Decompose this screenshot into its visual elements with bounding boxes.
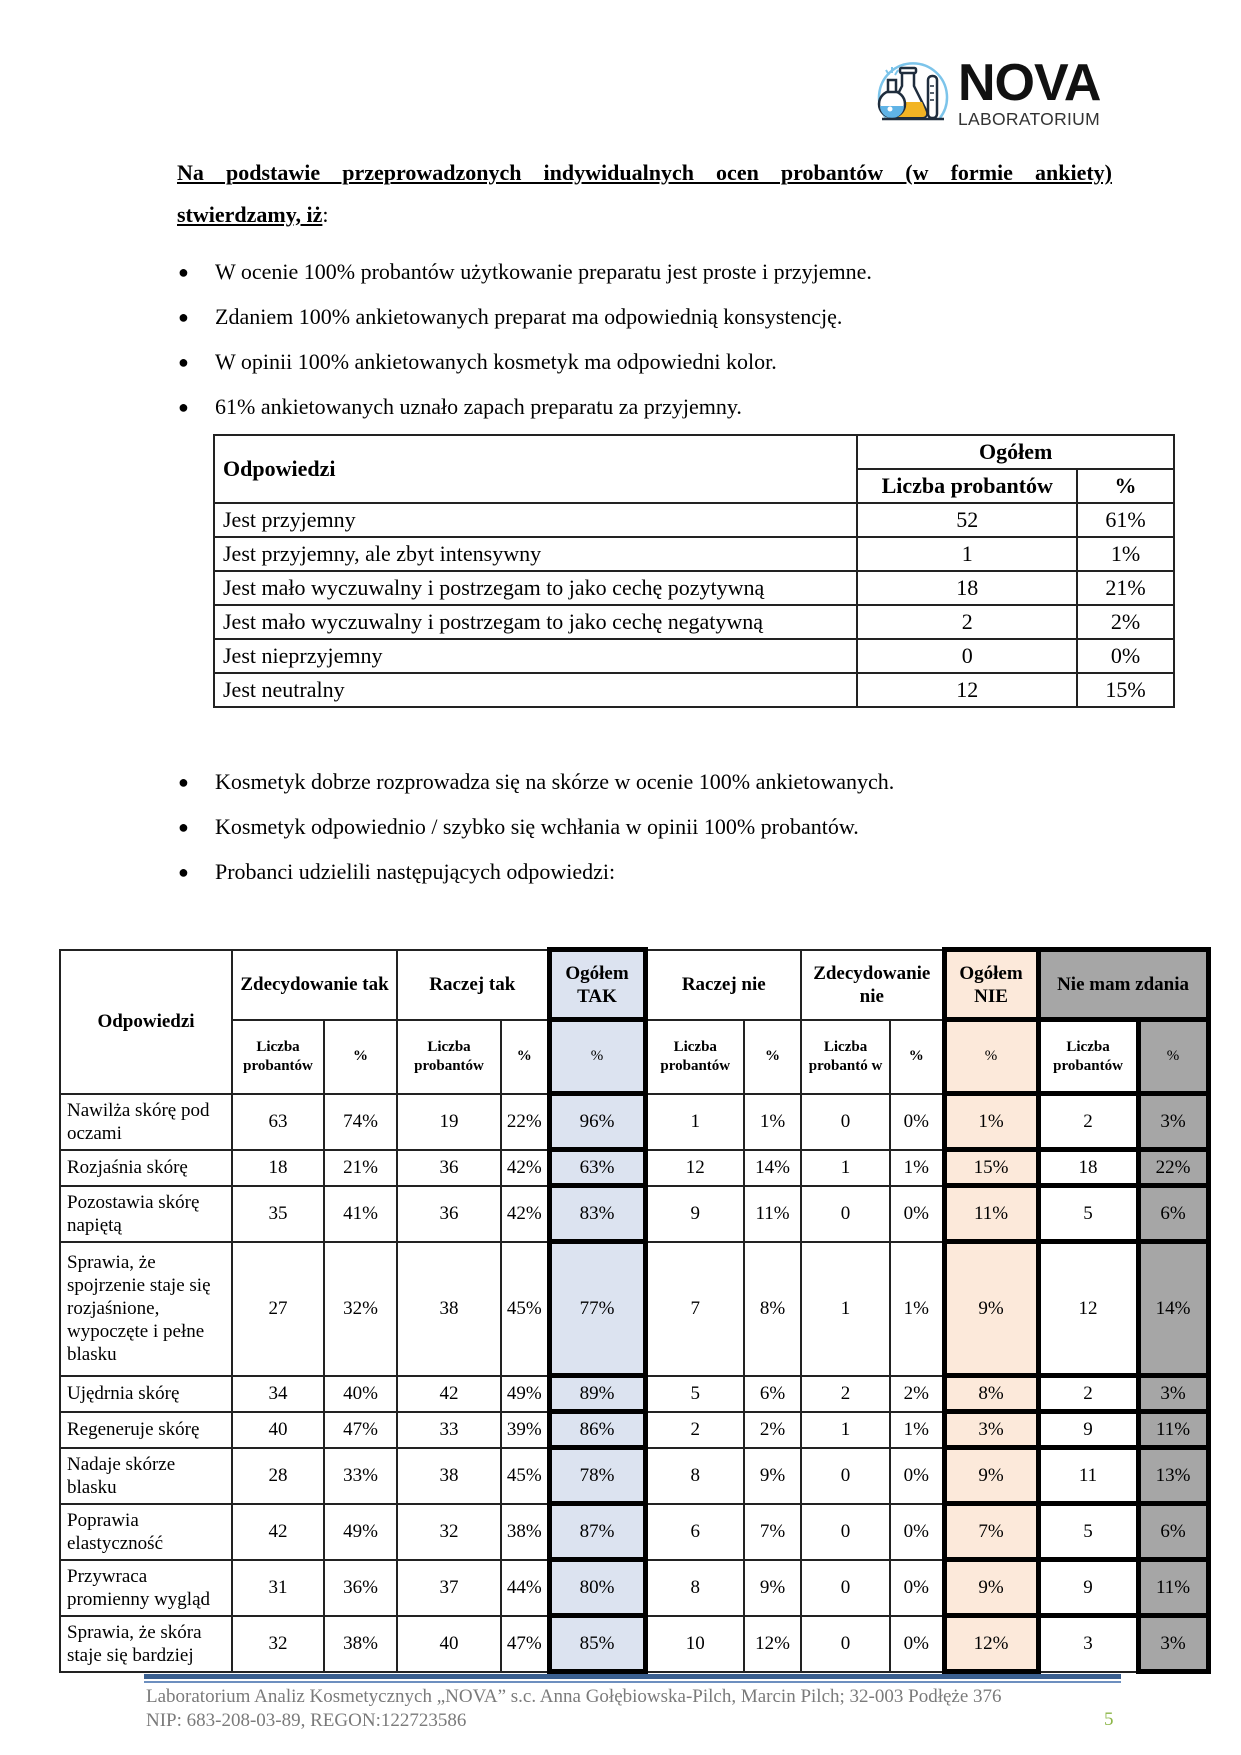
row-pct: 1% [1077,537,1174,571]
cell-ry-p: 44% [501,1560,549,1616]
cell-no-p: 3% [1138,1616,1208,1672]
cell-no-p: 11% [1138,1412,1208,1448]
header-definitely-yes: Zdecydowanie tak [232,950,397,1020]
header-total-yes: Ogółem TAK [549,950,645,1020]
cell-dy-p: 32% [324,1242,397,1376]
cell-no-n: 9 [1038,1412,1138,1448]
table-row [60,1150,1208,1186]
lab-flasks-icon [872,52,954,134]
subheader-pct: % [501,1020,549,1094]
cell-dy-p: 47% [324,1412,397,1448]
cell-ty: 85% [549,1616,645,1672]
cell-rn-p: 8% [744,1242,801,1376]
cell-ty: 77% [549,1242,645,1376]
cell-dy-n: 27 [232,1242,324,1376]
table-row [60,1448,1208,1504]
bullet-text: W opinii 100% ankietowanych kosmetyk ma odpowiedni kolor. [215,349,777,374]
cell-dn-n: 1 [801,1150,890,1186]
cell-no-n: 9 [1038,1560,1138,1616]
cell-ry-p: 38% [501,1504,549,1560]
cell-no-p: 13% [1138,1448,1208,1504]
list-item [177,858,894,903]
cell-tn: 11% [944,1186,1038,1242]
list-item [177,768,894,813]
cell-dy-n: 42 [232,1504,324,1560]
cell-no-p: 6% [1138,1504,1208,1560]
footer-divider [144,1674,1121,1679]
cell-no-n: 18 [1038,1150,1138,1186]
cell-ry-n: 36 [397,1186,501,1242]
cell-dy-n: 18 [232,1150,324,1186]
row-label: Jest neutralny [214,673,857,707]
row-label: Nawilża skórę pod oczami [60,1094,232,1150]
cell-dy-p: 36% [324,1560,397,1616]
cell-tn: 12% [944,1616,1038,1672]
cell-rn-p: 11% [744,1186,801,1242]
cell-dn-p: 1% [890,1150,944,1186]
subheader-count: Liczba probantów [645,1020,744,1094]
cell-dy-p: 40% [324,1376,397,1412]
cell-rn-n: 5 [645,1376,744,1412]
cell-tn: 3% [944,1412,1038,1448]
cell-ry-n: 38 [397,1242,501,1376]
table-row [214,605,1174,639]
survey-results-table [59,947,1211,1674]
table-row [60,1186,1208,1242]
cell-dn-p: 0% [890,1560,944,1616]
cell-ry-n: 32 [397,1504,501,1560]
bullet-list-bottom [177,768,894,903]
header-answers: Odpowiedzi [214,435,857,503]
cell-dn-n: 1 [801,1412,890,1448]
cell-ty: 96% [549,1094,645,1150]
row-pct: 61% [1077,503,1174,537]
cell-rn-p: 14% [744,1150,801,1186]
bullet-icon: ● [178,352,189,372]
cell-dy-n: 28 [232,1448,324,1504]
cell-ry-n: 36 [397,1150,501,1186]
row-count: 12 [857,673,1077,707]
header-count: Liczba probantów [857,469,1077,503]
row-label: Sprawia, że skóra staje się bardziej [60,1616,232,1672]
cell-ty: 80% [549,1560,645,1616]
cell-ty: 87% [549,1504,645,1560]
footer [146,1685,1002,1733]
cell-dn-p: 0% [890,1186,944,1242]
row-label: Jest nieprzyjemny [214,639,857,673]
footer-ids: NIP: 683-208-03-89, REGON:122723586 [146,1710,467,1731]
subheader-pct: % [549,1020,645,1094]
cell-tn: 9% [944,1560,1038,1616]
bullet-text: Kosmetyk dobrze rozprowadza się na skórze w ocenie 100% ankietowanych. [215,769,895,794]
row-label: Sprawia, że spojrzenie staje się rozjaśnione, wypoczęte i pełne blasku [60,1242,232,1376]
cell-rn-n: 12 [645,1150,744,1186]
cell-no-p: 3% [1138,1376,1208,1412]
cell-dy-n: 32 [232,1616,324,1672]
cell-rn-p: 1% [744,1094,801,1150]
table-row [60,1616,1208,1672]
footer-address: Laboratorium Analiz Kosmetycznych „NOVA” s.c. Anna Gołębiowska-Pilch, Marcin Pilch; 32-003 Podłęże 376 [146,1686,1002,1707]
subheader-count: Liczba probantów [397,1020,501,1094]
cell-dn-p: 1% [890,1242,944,1376]
header-definitely-no: Zdecydowanie nie [801,950,944,1020]
subheader-pct: % [944,1020,1038,1094]
row-label: Ujędrnia skórę [60,1376,232,1412]
bullet-icon: ● [178,397,189,417]
bullet-icon: ● [178,772,189,792]
cell-ry-n: 19 [397,1094,501,1150]
cell-rn-p: 7% [744,1504,801,1560]
table-row [60,1376,1208,1412]
table-row [60,1504,1208,1560]
subheader-pct: % [744,1020,801,1094]
cell-dy-p: 33% [324,1448,397,1504]
cell-dn-p: 2% [890,1376,944,1412]
cell-dn-n: 2 [801,1376,890,1412]
row-pct: 15% [1077,673,1174,707]
cell-ry-n: 38 [397,1448,501,1504]
row-label: Regeneruje skórę [60,1412,232,1448]
cell-dn-n: 0 [801,1186,890,1242]
cell-ry-p: 39% [501,1412,549,1448]
table-row [60,1242,1208,1376]
bullet-icon: ● [178,817,189,837]
cell-ry-n: 40 [397,1616,501,1672]
cell-dn-n: 0 [801,1448,890,1504]
cell-ry-p: 42% [501,1186,549,1242]
row-label: Jest przyjemny [214,503,857,537]
cell-ry-n: 37 [397,1560,501,1616]
cell-ry-p: 45% [501,1242,549,1376]
cell-dy-p: 21% [324,1150,397,1186]
row-count: 1 [857,537,1077,571]
table-row [60,1560,1208,1616]
intro-heading [177,153,1112,193]
cell-dn-p: 0% [890,1094,944,1150]
table-row [214,537,1174,571]
row-label: Nadaje skórze blasku [60,1448,232,1504]
list-item [177,813,894,858]
cell-ty: 83% [549,1186,645,1242]
cell-rn-p: 6% [744,1376,801,1412]
cell-dy-n: 63 [232,1094,324,1150]
cell-dy-n: 35 [232,1186,324,1242]
cell-rn-n: 7 [645,1242,744,1376]
intro-line2: stwierdzamy, iż [177,202,323,227]
row-count: 18 [857,571,1077,605]
cell-no-n: 2 [1038,1376,1138,1412]
logo-title: NOVA [958,54,1101,113]
cell-rn-n: 8 [645,1448,744,1504]
row-label: Rozjaśnia skórę [60,1150,232,1186]
cell-dy-p: 41% [324,1186,397,1242]
cell-rn-n: 6 [645,1504,744,1560]
header-total: Ogółem [857,435,1174,469]
cell-dy-p: 74% [324,1094,397,1150]
cell-ty: 63% [549,1150,645,1186]
list-item [177,258,872,303]
cell-ry-n: 42 [397,1376,501,1412]
cell-rn-p: 9% [744,1448,801,1504]
cell-no-n: 5 [1038,1504,1138,1560]
cell-rn-n: 10 [645,1616,744,1672]
cell-dn-p: 1% [890,1412,944,1448]
survey-table-body [60,1094,1208,1672]
cell-ty: 78% [549,1448,645,1504]
cell-no-n: 2 [1038,1094,1138,1150]
cell-no-p: 14% [1138,1242,1208,1376]
cell-no-n: 3 [1038,1616,1138,1672]
list-item [177,348,872,393]
header-total-no: Ogółem NIE [944,950,1038,1020]
bullet-text: 61% ankietowanych uznało zapach preparatu za przyjemny. [215,394,742,419]
cell-dn-p: 0% [890,1504,944,1560]
cell-ry-p: 22% [501,1094,549,1150]
scent-table [213,434,1175,708]
row-label: Jest przyjemny, ale zbyt intensywny [214,537,857,571]
cell-no-n: 12 [1038,1242,1138,1376]
cell-dy-p: 49% [324,1504,397,1560]
header-pct: % [1077,469,1174,503]
cell-dy-p: 38% [324,1616,397,1672]
cell-no-p: 3% [1138,1094,1208,1150]
cell-ry-p: 45% [501,1448,549,1504]
list-item [177,393,872,438]
cell-dn-n: 0 [801,1504,890,1560]
footer-divider-thin [144,1681,1121,1683]
cell-dn-n: 1 [801,1242,890,1376]
list-item [177,303,872,348]
bullet-text: Probanci udzielili następujących odpowiedzi: [215,859,616,884]
cell-rn-n: 9 [645,1186,744,1242]
subheader-count: Liczba probantów [232,1020,324,1094]
table-row [60,1412,1208,1448]
cell-rn-n: 2 [645,1412,744,1448]
cell-ty: 89% [549,1376,645,1412]
bullet-list-top [177,258,872,438]
header-no-opinion: Nie mam zdania [1038,950,1208,1020]
cell-no-p: 6% [1138,1186,1208,1242]
cell-tn: 1% [944,1094,1038,1150]
cell-tn: 15% [944,1150,1038,1186]
cell-dn-n: 0 [801,1094,890,1150]
row-pct: 0% [1077,639,1174,673]
subheader-pct: % [324,1020,397,1094]
bullet-icon: ● [178,262,189,282]
bullet-text: Zdaniem 100% ankietowanych preparat ma odpowiednią konsystencję. [215,304,843,329]
logo-subtitle: LABORATORIUM [958,109,1101,130]
cell-ry-p: 49% [501,1376,549,1412]
header-rather-yes: Raczej tak [397,950,549,1020]
cell-dn-n: 0 [801,1616,890,1672]
intro-line1: Na podstawie przeprowadzonych indywidualnych ocen probantów (w formie ankiety) [177,160,1112,185]
subheader-count: Liczba probantó w [801,1020,890,1094]
header-rather-no: Raczej nie [645,950,801,1020]
table-row [214,639,1174,673]
cell-ry-p: 47% [501,1616,549,1672]
cell-rn-n: 8 [645,1560,744,1616]
bullet-text: Kosmetyk odpowiednio / szybko się wchłania w opinii 100% probantów. [215,814,859,839]
row-count: 52 [857,503,1077,537]
row-label: Poprawia elastyczność [60,1504,232,1560]
row-label: Pozostawia skórę napiętą [60,1186,232,1242]
cell-rn-p: 9% [744,1560,801,1616]
cell-dn-p: 0% [890,1616,944,1672]
row-label: Jest mało wyczuwalny i postrzegam to jako cechę negatywną [214,605,857,639]
table-row [214,571,1174,605]
cell-dy-n: 34 [232,1376,324,1412]
row-label: Jest mało wyczuwalny i postrzegam to jako cechę pozytywną [214,571,857,605]
nova-logo [872,52,1112,134]
cell-rn-n: 1 [645,1094,744,1150]
row-pct: 2% [1077,605,1174,639]
cell-rn-p: 2% [744,1412,801,1448]
cell-dn-p: 0% [890,1448,944,1504]
cell-rn-p: 12% [744,1616,801,1672]
row-pct: 21% [1077,571,1174,605]
subheader-pct: % [890,1020,944,1094]
table-row [60,1094,1208,1150]
cell-tn: 9% [944,1242,1038,1376]
cell-ry-n: 33 [397,1412,501,1448]
bullet-icon: ● [178,307,189,327]
row-count: 2 [857,605,1077,639]
intro-line2-suffix: : [322,202,329,227]
cell-dn-n: 0 [801,1560,890,1616]
subheader-pct: % [1138,1020,1208,1094]
row-count: 0 [857,639,1077,673]
cell-no-n: 5 [1038,1186,1138,1242]
row-label: Przywraca promienny wygląd [60,1560,232,1616]
cell-tn: 9% [944,1448,1038,1504]
cell-tn: 7% [944,1504,1038,1560]
cell-no-p: 11% [1138,1560,1208,1616]
cell-ty: 86% [549,1412,645,1448]
cell-dy-n: 31 [232,1560,324,1616]
cell-ry-p: 42% [501,1150,549,1186]
table-row [214,503,1174,537]
bullet-text: W ocenie 100% probantów użytkowanie preparatu jest proste i przyjemne. [215,259,872,284]
cell-dy-n: 40 [232,1412,324,1448]
cell-no-n: 11 [1038,1448,1138,1504]
cell-no-p: 22% [1138,1150,1208,1186]
page-number: 5 [1104,1709,1114,1730]
cell-tn: 8% [944,1376,1038,1412]
bullet-icon: ● [178,862,189,882]
header-answers: Odpowiedzi [60,950,232,1094]
subheader-count: Liczba probantów [1038,1020,1138,1094]
intro-heading-line2 [177,195,329,235]
table-row [214,673,1174,707]
